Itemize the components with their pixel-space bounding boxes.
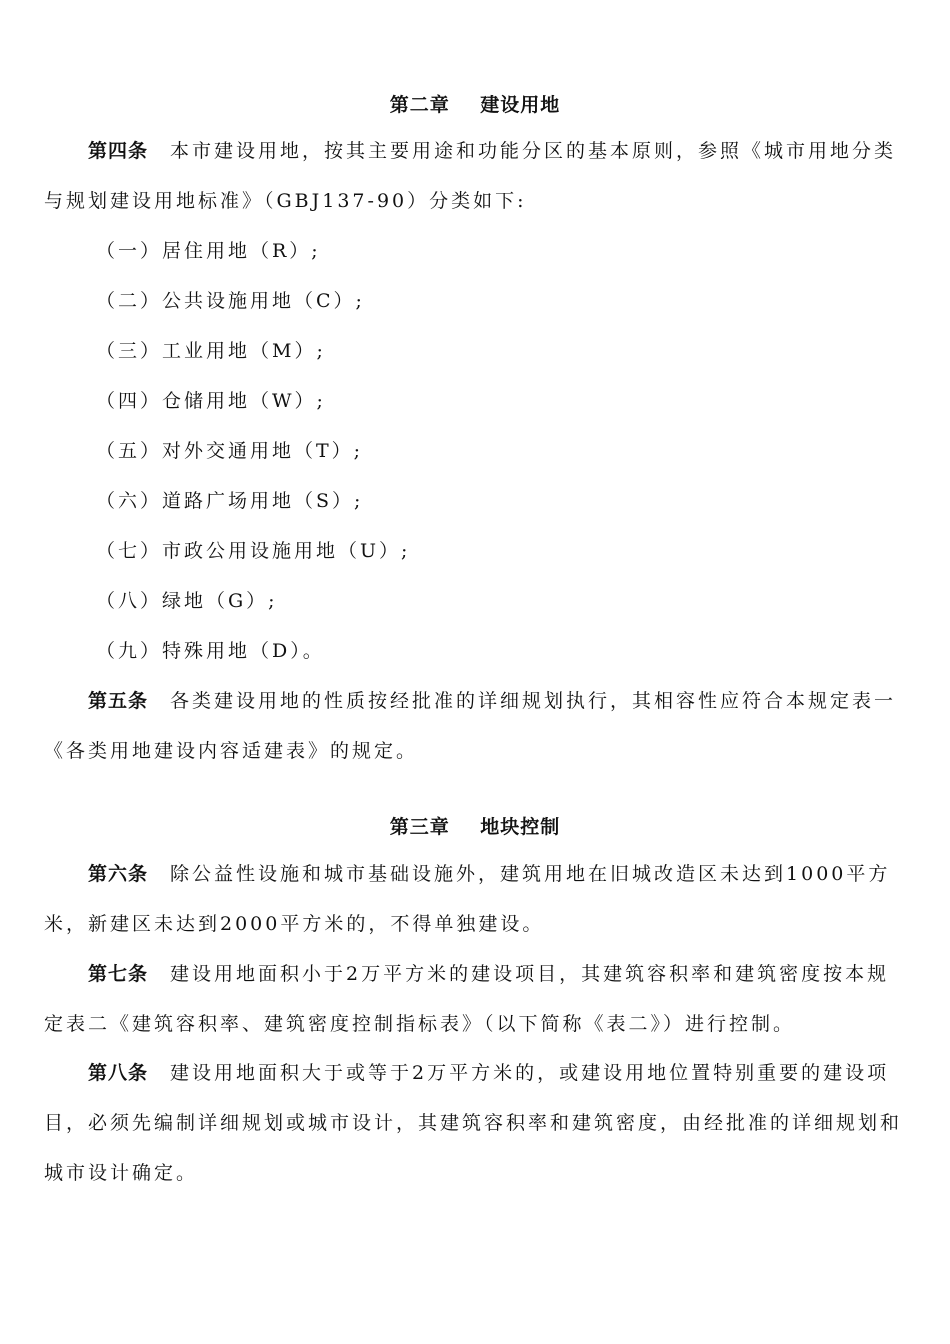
article-4-first-line <box>88 139 896 163</box>
land-use-item-1: （一）居住用地（R）; <box>96 240 321 262</box>
article-4-text-line-1: 本市建设用地，按其主要用途和功能分区的基本原则，参照《城市用地分类 <box>170 140 897 162</box>
chapter-3-heading: 第三章 地块控制 <box>389 816 561 838</box>
article-6-text-line-2: 米，新建区未达到2000平方米的，不得单独建设。 <box>44 913 545 935</box>
article-5-first-line <box>88 689 896 713</box>
article-8-label: 第八条 <box>88 1062 149 1084</box>
land-use-item-2: （二）公共设施用地（C）; <box>96 290 365 312</box>
article-6-first-line <box>88 862 890 886</box>
land-use-item-7: （七）市政公用设施用地（U）; <box>96 540 411 562</box>
land-use-item-6: （六）道路广场用地（S）; <box>96 490 364 512</box>
article-5-text-line-2: 《各类用地建设内容适建表》的规定。 <box>44 740 419 762</box>
article-5-label: 第五条 <box>88 690 149 712</box>
article-6-text-line-1: 除公益性设施和城市基础设施外，建筑用地在旧城改造区未达到1000平方 <box>170 863 891 885</box>
article-5-text-line-1: 各类建设用地的性质按经批准的详细规划执行，其相容性应符合本规定表一 <box>170 690 897 712</box>
article-4-text-line-2: 与规划建设用地标准》（GBJ137-90）分类如下: <box>44 190 527 212</box>
chapter-2-heading: 第二章 建设用地 <box>389 94 561 116</box>
land-use-item-9: （九）特殊用地（D）。 <box>96 640 325 662</box>
article-6-label: 第六条 <box>88 863 149 885</box>
article-7-text-line-1: 建设用地面积小于2万平方米的建设项目，其建筑容积率和建筑密度按本规 <box>170 963 890 985</box>
article-8-text-line-2: 目，必须先编制详细规划或城市设计，其建筑容积率和建筑密度，由经批准的详细规划和 <box>44 1112 903 1134</box>
land-use-item-8: （八）绿地（G）; <box>96 590 278 612</box>
article-8-text-line-1: 建设用地面积大于或等于2万平方米的，或建设用地位置特别重要的建设项 <box>170 1062 890 1084</box>
article-8-first-line <box>88 1061 889 1085</box>
article-8-text-line-3: 城市设计确定。 <box>44 1162 199 1184</box>
article-7-label: 第七条 <box>88 963 149 985</box>
land-use-item-5: （五）对外交通用地（T）; <box>96 440 364 462</box>
article-7-first-line <box>88 962 889 986</box>
land-use-item-3: （三）工业用地（M）; <box>96 340 326 362</box>
land-use-item-4: （四）仓储用地（W）; <box>96 390 326 412</box>
article-4-label: 第四条 <box>88 140 149 162</box>
article-7-text-line-2: 定表二《建筑容积率、建筑密度控制指标表》（以下简称《表二》）进行控制。 <box>44 1013 796 1035</box>
